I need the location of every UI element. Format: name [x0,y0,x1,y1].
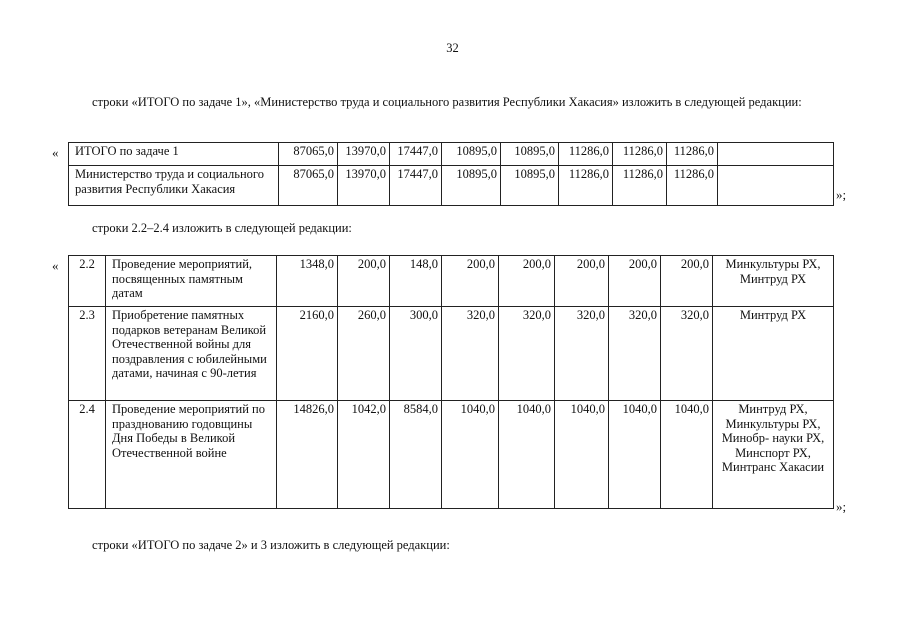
value-cell: 13970,0 [338,166,390,206]
value-cell: 320,0 [499,307,555,401]
value-cell: 2160,0 [277,307,338,401]
table-row [69,143,834,166]
value-cell: 260,0 [338,307,390,401]
value-cell: 300,0 [390,307,442,401]
row-number: 2.3 [69,307,106,401]
executor-cell: Минтруд РХ [713,307,834,401]
table-row [69,256,834,307]
executor-cell: Минкультуры РХ, Минтруд РХ [713,256,834,307]
value-cell: 1040,0 [442,401,499,509]
value-cell: 320,0 [609,307,661,401]
open-quote-table2: « [52,258,59,273]
page-number: 32 [446,41,459,55]
value-cell: 11286,0 [613,166,667,206]
value-cell: 17447,0 [390,143,442,166]
value-cell: 10895,0 [442,143,501,166]
row-name: Министерство труда и социального развития Республики Хакасия [69,166,279,206]
value-cell: 1040,0 [609,401,661,509]
executor-cell: Минтруд РХ, Минкультуры РХ, Минобр- науки РХ, Минспорт РХ, Минтранс Хакасии [713,401,834,509]
executor-cell [718,166,834,206]
value-cell: 1040,0 [661,401,713,509]
close-quote-table2: »; [836,499,847,514]
value-cell: 11286,0 [559,143,613,166]
value-cell: 11286,0 [613,143,667,166]
value-cell: 14826,0 [277,401,338,509]
value-cell: 87065,0 [279,166,338,206]
value-cell: 11286,0 [559,166,613,206]
value-cell: 200,0 [338,256,390,307]
table-row [69,307,834,401]
row-name: Приобретение памятных подарков ветеранам Великой Отечественной войны для поздравления с юбилейными датами, начиная с 90-летия [106,307,277,401]
value-cell: 1348,0 [277,256,338,307]
value-cell: 320,0 [442,307,499,401]
paragraph-task2-totals: строки «ИТОГО по задаче 2» и 3 изложить в следующей редакции: [92,538,450,552]
row-name: Проведение мероприятий, посвященных памятным датам [106,256,277,307]
value-cell: 200,0 [499,256,555,307]
row-name: Проведение мероприятий по празднованию годовщины Дня Победы в Великой Отечественной войне [106,401,277,509]
value-cell: 148,0 [390,256,442,307]
table-row [69,401,834,509]
paragraph-rows-2-2-2-4: строки 2.2–2.4 изложить в следующей редакции: [92,221,352,235]
close-quote-table1: »; [836,187,847,202]
table-rows-2-2-2-4 [68,255,834,509]
value-cell: 200,0 [609,256,661,307]
value-cell: 200,0 [661,256,713,307]
table-row [69,166,834,206]
value-cell: 11286,0 [667,166,718,206]
value-cell: 8584,0 [390,401,442,509]
value-cell: 320,0 [555,307,609,401]
table-task1-totals [68,142,834,206]
value-cell: 13970,0 [338,143,390,166]
value-cell: 1042,0 [338,401,390,509]
value-cell: 87065,0 [279,143,338,166]
row-number: 2.4 [69,401,106,509]
value-cell: 10895,0 [501,166,559,206]
value-cell: 10895,0 [442,166,501,206]
value-cell: 17447,0 [390,166,442,206]
value-cell: 200,0 [442,256,499,307]
row-number: 2.2 [69,256,106,307]
executor-cell [718,143,834,166]
open-quote-table1: « [52,145,59,160]
value-cell: 10895,0 [501,143,559,166]
row-name: ИТОГО по задаче 1 [69,143,279,166]
value-cell: 11286,0 [667,143,718,166]
value-cell: 200,0 [555,256,609,307]
paragraph-intro-task1: строки «ИТОГО по задаче 1», «Министерство труда и социального развития Республики Хакасия» изложить в следующей редакции: [92,95,802,109]
value-cell: 1040,0 [555,401,609,509]
value-cell: 320,0 [661,307,713,401]
value-cell: 1040,0 [499,401,555,509]
